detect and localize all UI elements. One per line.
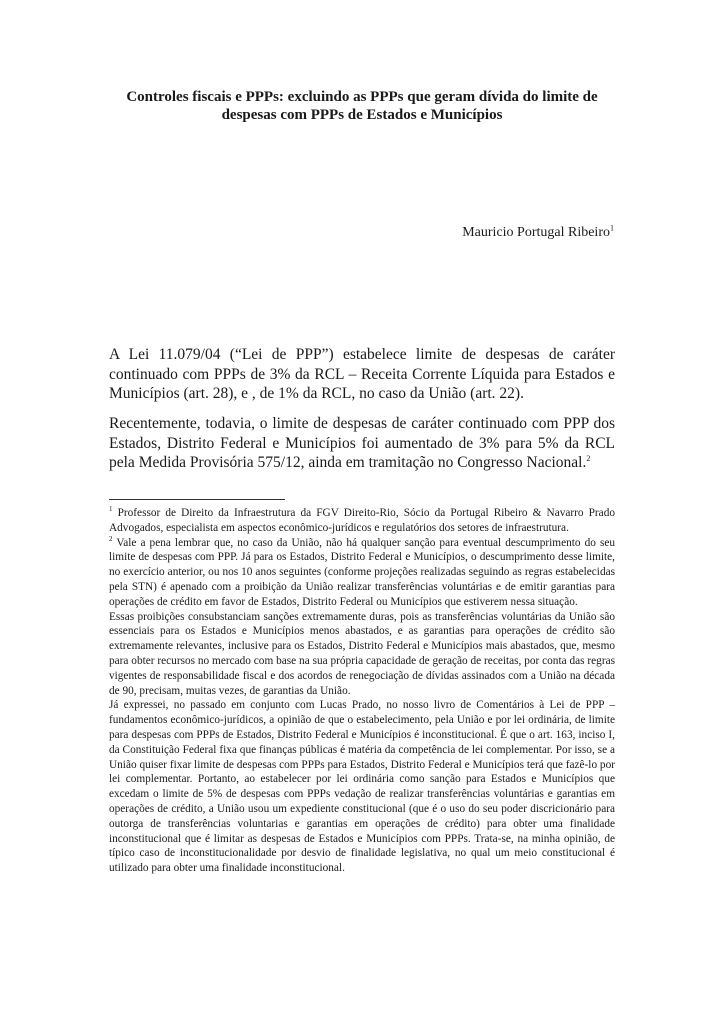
footnotes-section <box>109 506 615 876</box>
author-name: Mauricio Portugal Ribeiro <box>462 225 610 240</box>
author-footnote-mark: 1 <box>610 223 614 233</box>
footnote-2 <box>109 536 615 610</box>
footnote-2-text: Vale a pena lembrar que, no caso da União, não há qualquer sanção para eventual descumprimento do seu limite de despesas com PPP. Já para os Estados, Distrito Federal e Municípios, o descumprimento desse limite, no exercício anterior, ou nos 10 anos seguintes (conforme projeções realizadas seguindo as regras estabelecidas pela STN) é apenado com a proibição da União realizar transferências voluntárias e de emitir garantias para operações de crédito em favor de Estados, Distrito Federal ou Municípios que estiverem nessa situação. <box>109 536 616 608</box>
footnote-1 <box>109 506 615 536</box>
body-paragraph-1: A Lei 11.079/04 (“Lei de PPP”) estabelece limite de despesas de caráter continuado com PPPs de 3% da RCL – Receita Corrente Líquida para Estados e Municípios (art. 28), e , de 1% da RCL, no caso da União (art. 22). <box>109 346 615 402</box>
footnote-1-mark: 1 <box>109 505 113 514</box>
paragraph-footnote-mark: 2 <box>586 453 591 463</box>
body-paragraph-2 <box>109 414 615 473</box>
footnote-1-text: Professor de Direito da Infraestrutura da FGV Direito-Rio, Sócio da Portugal Ribeiro & Navarro Prado Advogados, especialista em aspectos econômico-jurídicos e regulatórios dos setores de infraestrutura. <box>109 507 615 534</box>
document-title: Controles fiscais e PPPs: excluindo as PPPs que geram dívida do limite de despesas com PPPs de Estados e Municípios <box>126 89 598 123</box>
author-line <box>462 224 614 242</box>
body-paragraph-2-text: Recentemente, todavia, o limite de despesas de caráter continuado com PPP dos Estados, Distrito Federal e Municípios foi aumentado de 3% para 5% da RCL pela Medida Provisória 575/12, ainda em tramitação no Congresso Nacional. <box>109 415 615 471</box>
footnote-separator <box>109 499 285 500</box>
footnote-2-continuation-2: Já expressei, no passado em conjunto com Lucas Prado, no nosso livro de Comentários à Lei de PPP – fundamentos econômico-jurídicos, a opinião de que o estabelecimento, pela União e por lei ordinária, de limite para despesas com PPPs de Estados, Distrito Federal e Municípios é inconstitucional. É que o art. 163, inciso I, da Constituição Federal fixa que finanças públicas é matéria da competência de lei complementar. Por isso, se a União quiser fixar limite de despesas com PPPs para Estados, Distrito Federal e Municípios terá que fazê-lo por lei complementar. Portanto, ao estabelecer por lei ordinária como sanção para Estados e Municípios que excedam o limite de 5% de despesas com PPPs vedação de realizar transferências voluntárias e garantias em operações de crédito, a União usou um expediente constitucional (que é o uso do seu poder discricionário para outorga de transferências voluntarias e garantias em operações de crédito) para obter uma finalidade inconstitucional que é limitar as despesas de Estados e Municípios com PPPs. Trata-se, na minha opinião, de típico caso de inconstitucionalidade por desvio de finalidade legislativa, no qual um meio constitucional é utilizado para obter uma finalidade inconstitucional. <box>109 699 615 875</box>
footnote-2-mark: 2 <box>109 534 113 543</box>
footnote-2-continuation-1: Essas proibições consubstanciam sanções extremamente duras, pois as transferências voluntárias da União são essenciais para os Estados e Municípios menos abastados, e as garantias para operações de crédito são extremamente relevantes, inclusive para os Estados, Distrito Federal e Municípios mais abastados, que, mesmo para obter recursos no mercado com base na sua própria capacidade de geração de receitas, por conta das regras vigentes de responsabilidade fiscal e dos acordos de renegociação de dívidas assinados com a União na década de 90, precisam, muitas vezes, de garantias da União. <box>109 610 615 697</box>
